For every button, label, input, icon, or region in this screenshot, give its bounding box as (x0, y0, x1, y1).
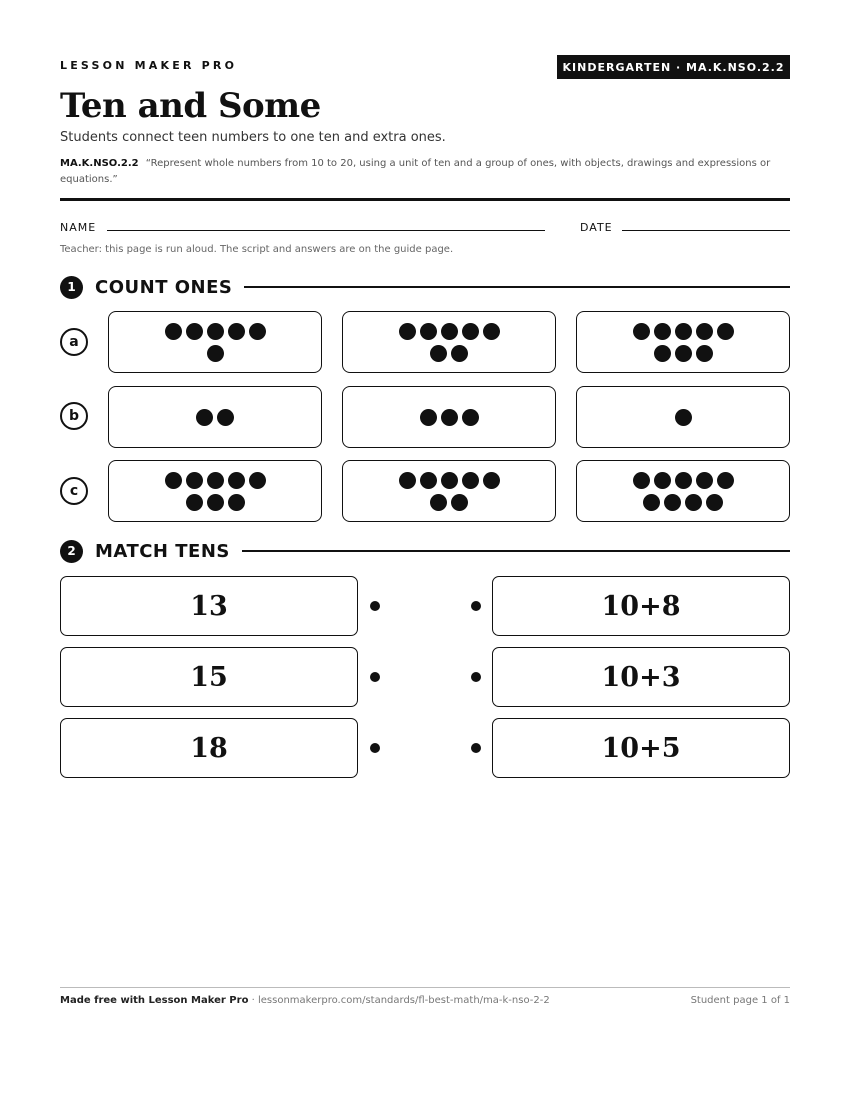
dot-row (430, 345, 468, 362)
counting-dot (430, 494, 447, 511)
name-label: NAME (60, 221, 97, 234)
match-left-dot[interactable] (370, 672, 380, 682)
page-title: Ten and Some (60, 86, 321, 126)
section-rule (242, 550, 790, 552)
match-left-dot[interactable] (370, 601, 380, 611)
counting-dot (399, 472, 416, 489)
counting-dot (186, 494, 203, 511)
section-count-ones-heading (60, 274, 790, 300)
counting-dot (420, 409, 437, 426)
counting-dot (696, 345, 713, 362)
footer-made-with: Made free with Lesson Maker Pro (60, 995, 249, 1006)
row-label-b: b (60, 402, 88, 430)
dot-row (399, 472, 500, 489)
counting-dot (462, 409, 479, 426)
dot-card (108, 311, 322, 373)
match-left-card: 13 (60, 576, 358, 636)
counting-dot (441, 323, 458, 340)
section-title: MATCH TENS (95, 540, 230, 562)
counting-dot (207, 494, 224, 511)
standard-code: MA.K.NSO.2.2 (60, 158, 139, 169)
match-left-dot[interactable] (370, 743, 380, 753)
dot-card (576, 311, 790, 373)
row-label-c: c (60, 477, 88, 505)
counting-dot (165, 323, 182, 340)
counting-dot (654, 323, 671, 340)
brand-name: LESSON MAKER PRO (60, 59, 238, 72)
match-right-card: 10+3 (492, 647, 790, 707)
match-left-card: 15 (60, 647, 358, 707)
counting-dot (228, 323, 245, 340)
counting-dot (675, 323, 692, 340)
counting-dot (441, 472, 458, 489)
dot-row (196, 409, 234, 426)
match-right-card: 10+5 (492, 718, 790, 778)
counting-dot (451, 494, 468, 511)
footer-separator: · (248, 995, 258, 1006)
counting-dot (717, 472, 734, 489)
counting-dot (654, 472, 671, 489)
dot-card (108, 460, 322, 522)
header-divider (60, 198, 790, 201)
counting-dot (675, 472, 692, 489)
match-right-dot[interactable] (471, 672, 481, 682)
counting-dot (207, 323, 224, 340)
counting-dot (643, 494, 660, 511)
dot-row (675, 409, 692, 426)
page-subtitle: Students connect teen numbers to one ten and extra ones. (60, 130, 446, 145)
footer-page-number: Student page 1 of 1 (690, 995, 790, 1006)
dot-card (342, 386, 556, 448)
counting-dot (228, 494, 245, 511)
dot-card (342, 460, 556, 522)
dot-card (108, 386, 322, 448)
counting-dot (717, 323, 734, 340)
counting-dot (462, 472, 479, 489)
dot-card (342, 311, 556, 373)
dot-row (399, 323, 500, 340)
counting-dot (217, 409, 234, 426)
section-match-tens-heading (60, 538, 790, 564)
counting-dot (633, 323, 650, 340)
match-right-dot[interactable] (471, 601, 481, 611)
date-field[interactable] (622, 230, 790, 231)
dot-row (165, 472, 266, 489)
counting-dot (441, 409, 458, 426)
standard-statement (60, 156, 790, 188)
counting-dot (706, 494, 723, 511)
match-left-card: 18 (60, 718, 358, 778)
counting-dot (420, 323, 437, 340)
counting-dot (207, 472, 224, 489)
counting-dot (633, 472, 650, 489)
teacher-note: Teacher: this page is run aloud. The script and answers are on the guide page. (60, 244, 454, 255)
counting-dot (451, 345, 468, 362)
dot-row (633, 323, 734, 340)
counting-dot (675, 409, 692, 426)
section-number: 2 (60, 540, 83, 563)
counting-dot (675, 345, 692, 362)
dot-row (643, 494, 723, 511)
counting-dot (186, 472, 203, 489)
counting-dot (228, 472, 245, 489)
section-rule (244, 286, 790, 288)
counting-dot (249, 323, 266, 340)
match-right-card: 10+8 (492, 576, 790, 636)
dot-row (654, 345, 713, 362)
dot-row (165, 323, 266, 340)
counting-dot (430, 345, 447, 362)
counting-dot (399, 323, 416, 340)
name-field[interactable] (107, 230, 545, 231)
match-right-dot[interactable] (471, 743, 481, 753)
counting-dot (196, 409, 213, 426)
footer-url[interactable]: lessonmakerpro.com/standards/fl-best-math/ma-k-nso-2-2 (257, 995, 550, 1006)
dot-row (420, 409, 479, 426)
footer-divider (60, 987, 790, 988)
counting-dot (685, 494, 702, 511)
row-label-a: a (60, 328, 88, 356)
counting-dot (420, 472, 437, 489)
dot-card (576, 460, 790, 522)
dot-card (576, 386, 790, 448)
section-number: 1 (60, 276, 83, 299)
counting-dot (483, 323, 500, 340)
footer-credit (60, 995, 550, 1006)
counting-dot (664, 494, 681, 511)
dot-row (207, 345, 224, 362)
dot-row (186, 494, 245, 511)
dot-row (430, 494, 468, 511)
date-label: DATE (580, 221, 613, 234)
dot-row (633, 472, 734, 489)
counting-dot (249, 472, 266, 489)
counting-dot (483, 472, 500, 489)
counting-dot (696, 472, 713, 489)
counting-dot (462, 323, 479, 340)
standard-text: “Represent whole numbers from 10 to 20, using a unit of ten and a group of ones, with objects, drawings and expressions or equations.” (60, 158, 771, 185)
counting-dot (165, 472, 182, 489)
counting-dot (654, 345, 671, 362)
grade-badge: KINDERGARTEN · MA.K.NSO.2.2 (557, 55, 790, 79)
section-title: COUNT ONES (95, 276, 233, 298)
counting-dot (186, 323, 203, 340)
counting-dot (696, 323, 713, 340)
counting-dot (207, 345, 224, 362)
